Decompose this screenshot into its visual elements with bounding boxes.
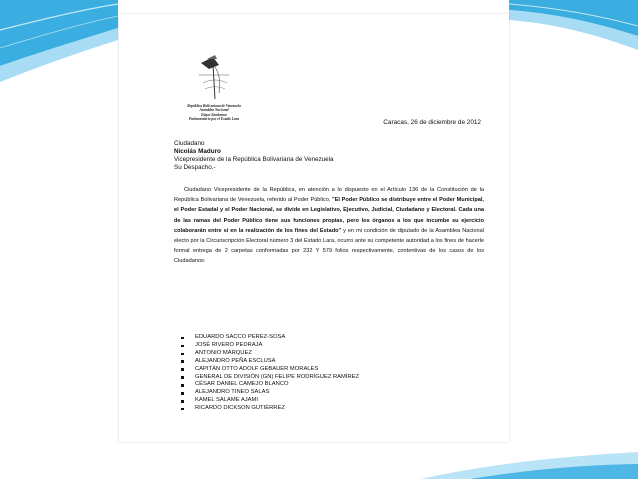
addressee-block xyxy=(174,140,334,172)
letterhead-line: Asamblea Nacional xyxy=(199,108,229,113)
addressee-closing: Su Despacho.- xyxy=(174,164,216,171)
list-item: CAPITÁN OTTO ADOLF GEBAUER MORALES xyxy=(181,366,359,374)
body-request: y en mi condición de diputado de la Asamblea Nacional electo por la Circunscripción Electoral número 3 del Estado Lara, ocurro ante su competente autoridad a los fines de hacerle formal entrega de 2 carpetas conformadas por 232 Y 579 folios respectivamente, contentivas de los casos de los Ciudadanos: xyxy=(174,227,484,265)
letter-body xyxy=(174,185,484,267)
letterhead xyxy=(159,104,269,121)
addressee-title: Vicepresidente de la República Bolivariana de Venezuela xyxy=(174,156,334,163)
citizen-list xyxy=(181,334,359,413)
letterhead-line: República Bolivariana de Venezuela xyxy=(187,104,241,108)
list-item: ALEJANDRO PEÑA ESCLUSA xyxy=(181,358,359,366)
letter-document xyxy=(119,14,509,442)
body-quote: "El Poder Público se distribuye entre el Poder Municipal, el Poder Estadal y el Poder Nacional, se divide en Legislativo, Ejecutivo, Judicial, Ciudadano y Electoral. Cada una de las ramas del Poder Público tiene sus funciones propias, pero los órganos a los que incumbe su ejercicio colaborarán entre sí en la realización de los fines del Estado" xyxy=(174,197,484,234)
list-item: GENERAL DE DIVISIÓN (GN) FELIPE RODRÍGUEZ RAMÍREZ xyxy=(181,374,359,382)
letter-date: Caracas, 26 de diciembre de 2012 xyxy=(383,119,481,126)
list-item: ANTONIO MÁRQUEZ xyxy=(181,350,359,358)
list-item: EDUARDO SACCO PEREZ-SOSA xyxy=(181,334,359,342)
addressee-salutation: Ciudadano xyxy=(174,140,205,147)
list-item: KAMEL SALAME AJAMI xyxy=(181,397,359,405)
letterhead-line: Parlamentario por el Estado Lara xyxy=(188,116,240,121)
list-item: RICARDO DICKSON GUTIÉRREZ xyxy=(181,405,359,413)
addressee-name: Nicolás Maduro xyxy=(174,148,221,155)
asamblea-nacional-emblem-icon xyxy=(179,53,239,101)
list-item: ALEJANDRO TINEO SALAS xyxy=(181,389,359,397)
letterhead-line: Edgar Zambrano xyxy=(201,112,227,117)
body-intro: Ciudadano Vicepresidente de la República, en atención a lo dispuesto en el Artículo 136 de la Constitución de la República Bolivariana de Venezuela, referido al Poder Público, xyxy=(174,187,484,204)
list-item: JOSÉ RIVERO PEDRAJA xyxy=(181,342,359,350)
list-item: CÉSAR DANIEL CAMEJO BLANCO xyxy=(181,381,359,389)
